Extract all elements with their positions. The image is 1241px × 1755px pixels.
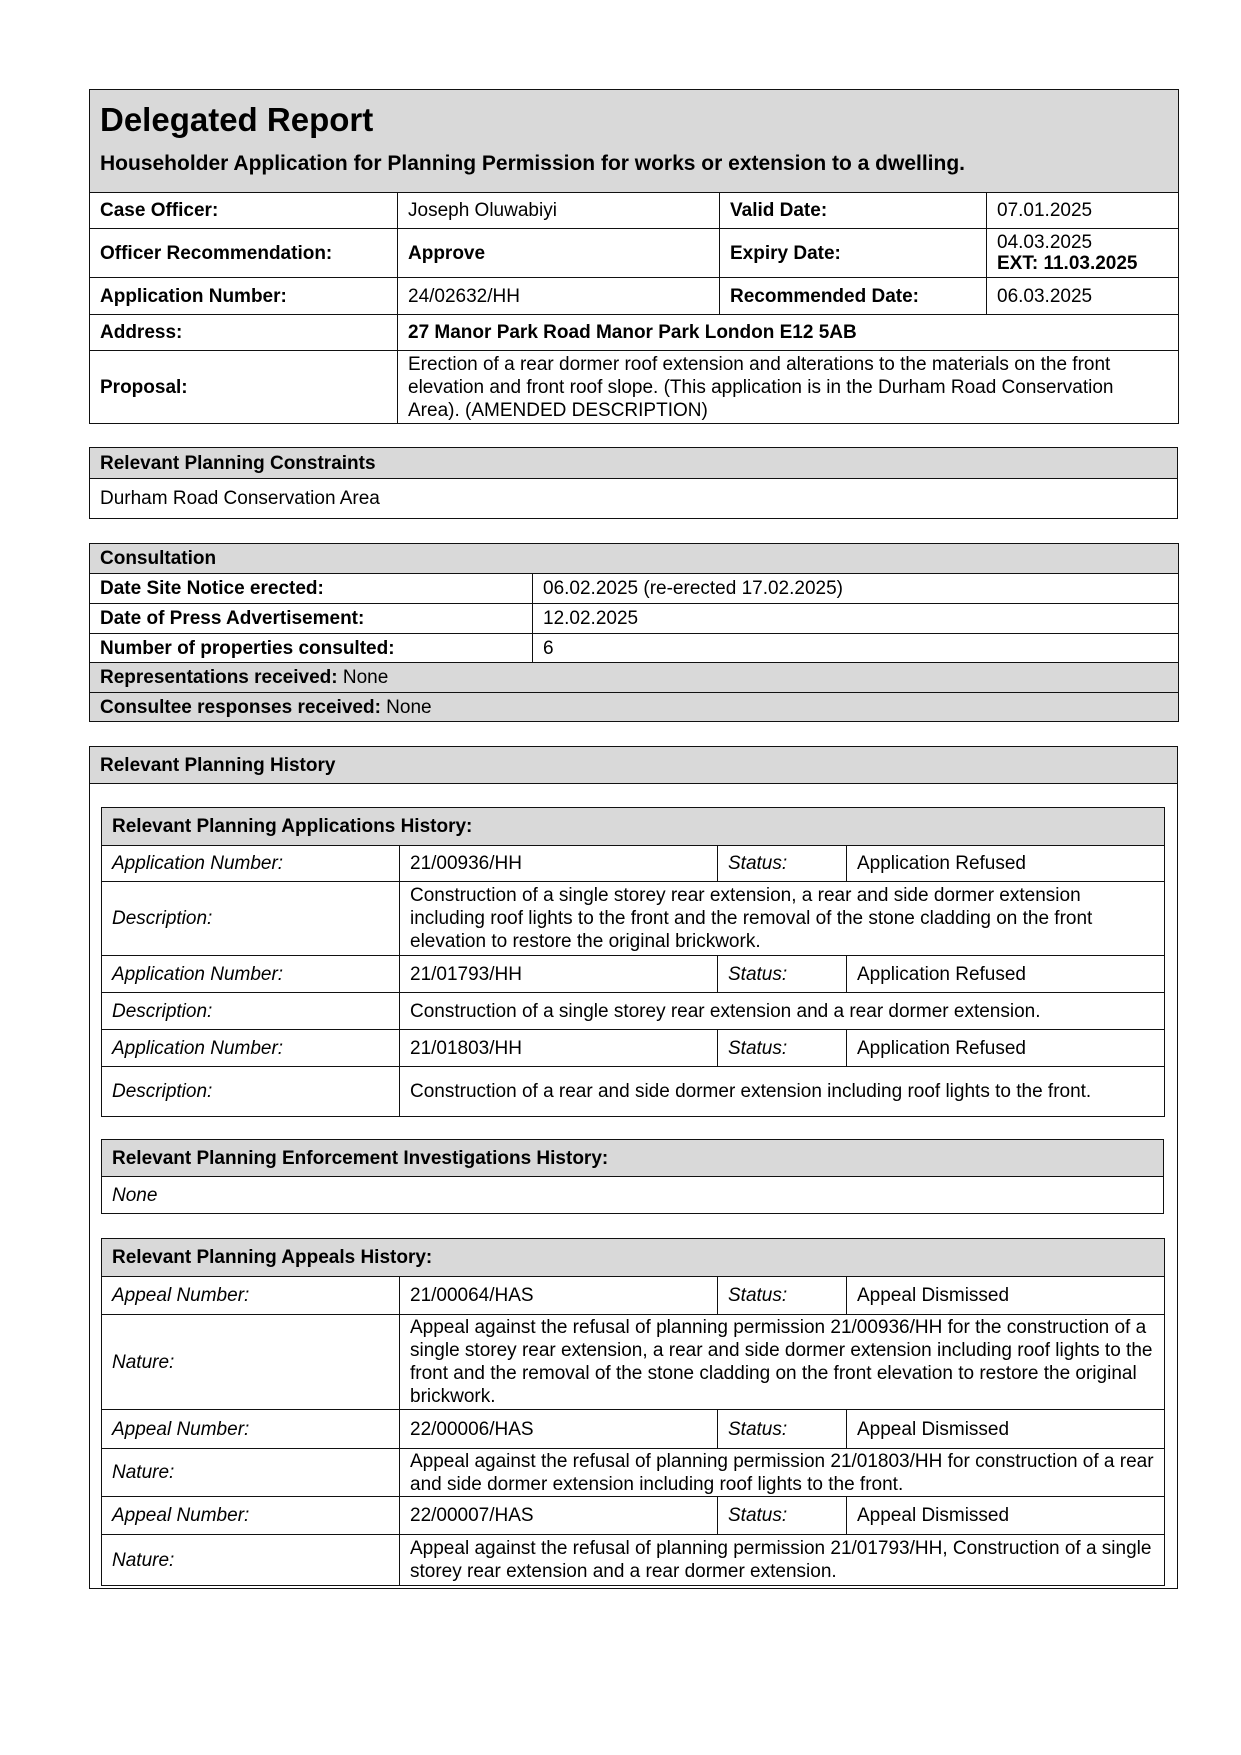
appeals-history-heading: Relevant Planning Appeals History: [102, 1239, 1165, 1277]
site-notice-label: Date Site Notice erected: [90, 574, 533, 604]
nature-label: Nature: [102, 1449, 400, 1497]
table-row [102, 1030, 1165, 1067]
expiry-date-label: Expiry Date: [720, 229, 987, 278]
consultation-section [89, 543, 1178, 722]
expiry-date-value: 04.03.2025 [997, 232, 1093, 253]
expiry-extension-value: EXT: 11.03.2025 [997, 253, 1138, 274]
description-value: Construction of a single storey rear extension, a rear and side dormer extension including roof lights to the front and the removal of the stone cladding on the front elevation to restore the original brickwork. [400, 882, 1165, 956]
applications-history-heading: Relevant Planning Applications History: [102, 808, 1165, 846]
representations-label: Representations received: [100, 667, 338, 688]
application-number-label: Application Number: [102, 846, 400, 882]
case-officer-value: Joseph Oluwabiyi [398, 193, 720, 229]
status-value: Appeal Dismissed [847, 1277, 1165, 1315]
application-number: 21/01803/HH [400, 1030, 718, 1067]
enforcement-history-heading: Relevant Planning Enforcement Investigations History: [102, 1140, 1164, 1177]
application-number-label: Application Number: [102, 1030, 400, 1067]
status-label: Status: [718, 1410, 847, 1449]
consultee-value: None [386, 696, 432, 718]
table-row [102, 993, 1165, 1030]
appeals-history-table [101, 1238, 1164, 1586]
table-row [102, 1277, 1165, 1315]
page-subtitle: Householder Application for Planning Permission for works or extension to a dwelling. [100, 152, 965, 175]
site-notice-value: 06.02.2025 (re-erected 17.02.2025) [533, 574, 1179, 604]
table-row [102, 1535, 1165, 1586]
description-label: Description: [102, 993, 400, 1030]
status-value: Application Refused [847, 1030, 1165, 1067]
status-value: Appeal Dismissed [847, 1497, 1165, 1535]
consultation-heading: Consultation [90, 544, 1179, 574]
properties-consulted-value: 6 [533, 634, 1179, 663]
application-number-label: Application Number: [90, 278, 398, 315]
consultee-label: Consultee responses received: [100, 696, 381, 718]
status-value: Appeal Dismissed [847, 1410, 1165, 1449]
description-value: Construction of a rear and side dormer extension including roof lights to the front. [400, 1067, 1165, 1117]
press-advert-value: 12.02.2025 [533, 604, 1179, 634]
valid-date-label: Valid Date: [720, 193, 987, 229]
table-row [102, 1315, 1165, 1410]
address-label: Address: [90, 315, 398, 351]
status-label: Status: [718, 1497, 847, 1535]
status-label: Status: [718, 846, 847, 882]
description-label: Description: [102, 1067, 400, 1117]
recommended-date-label: Recommended Date: [720, 278, 987, 315]
appeal-number-label: Appeal Number: [102, 1277, 400, 1315]
appeal-number: 22/00006/HAS [400, 1410, 718, 1449]
nature-value: Appeal against the refusal of planning permission 21/00936/HH for the construction of a single storey rear extension, a rear and side dormer extension including roof lights to the front and the removal of the stone cladding on the front elevation to restore the original brickwork. [400, 1315, 1165, 1410]
table-row [102, 956, 1165, 993]
proposal-value: Erection of a rear dormer roof extension and alterations to the materials on the front elevation and front roof slope. (This application is in the Durham Road Conservation Area). (AMENDED DESCRIPTION) [398, 351, 1179, 424]
address-value: 27 Manor Park Road Manor Park London E12 5AB [398, 315, 1179, 351]
table-row [102, 882, 1165, 956]
recommendation-value: Approve [398, 229, 720, 278]
enforcement-history-value: None [102, 1177, 1164, 1214]
proposal-label: Proposal: [90, 351, 398, 424]
enforcement-history-table [101, 1139, 1164, 1214]
application-number: 21/01793/HH [400, 956, 718, 993]
expiry-date-cell [987, 229, 1179, 278]
planning-history-heading: Relevant Planning History [90, 747, 1177, 784]
table-row [102, 1449, 1165, 1497]
appeal-number: 21/00064/HAS [400, 1277, 718, 1315]
description-label: Description: [102, 882, 400, 956]
table-row [102, 846, 1165, 882]
applications-history-table [101, 807, 1164, 1117]
appeal-number-label: Appeal Number: [102, 1497, 400, 1535]
representations-value: None [342, 667, 389, 688]
valid-date-value: 07.01.2025 [987, 193, 1179, 229]
status-label: Status: [718, 1030, 847, 1067]
nature-value: Appeal against the refusal of planning permission 21/01793/HH, Construction of a single storey rear extension and a rear dormer extension. [400, 1535, 1165, 1586]
status-label: Status: [718, 1277, 847, 1315]
application-number-label: Application Number: [102, 956, 400, 993]
application-number: 21/00936/HH [400, 846, 718, 882]
constraints-section [89, 447, 1178, 519]
press-advert-label: Date of Press Advertisement: [90, 604, 533, 634]
status-label: Status: [718, 956, 847, 993]
status-value: Application Refused [847, 956, 1165, 993]
report-summary [89, 89, 1178, 424]
constraints-heading: Relevant Planning Constraints [90, 448, 1178, 479]
appeal-number-label: Appeal Number: [102, 1410, 400, 1449]
table-row [102, 1497, 1165, 1535]
page-title: Delegated Report [100, 101, 374, 138]
recommendation-label: Officer Recommendation: [90, 229, 398, 278]
table-row [102, 1067, 1165, 1117]
description-value: Construction of a single storey rear extension and a rear dormer extension. [400, 993, 1165, 1030]
nature-value: Appeal against the refusal of planning permission 21/01803/HH for construction of a rear and side dormer extension including roof lights to the front. [400, 1449, 1165, 1497]
appeal-number: 22/00007/HAS [400, 1497, 718, 1535]
case-officer-label: Case Officer: [90, 193, 398, 229]
application-number-value: 24/02632/HH [398, 278, 720, 315]
nature-label: Nature: [102, 1315, 400, 1410]
recommended-date-value: 06.03.2025 [987, 278, 1179, 315]
nature-label: Nature: [102, 1535, 400, 1586]
table-row [102, 1410, 1165, 1449]
constraints-value: Durham Road Conservation Area [90, 479, 1178, 519]
consultee-row [90, 693, 1179, 722]
status-value: Application Refused [847, 846, 1165, 882]
representations-row [90, 663, 1179, 693]
properties-consulted-label: Number of properties consulted: [90, 634, 533, 663]
